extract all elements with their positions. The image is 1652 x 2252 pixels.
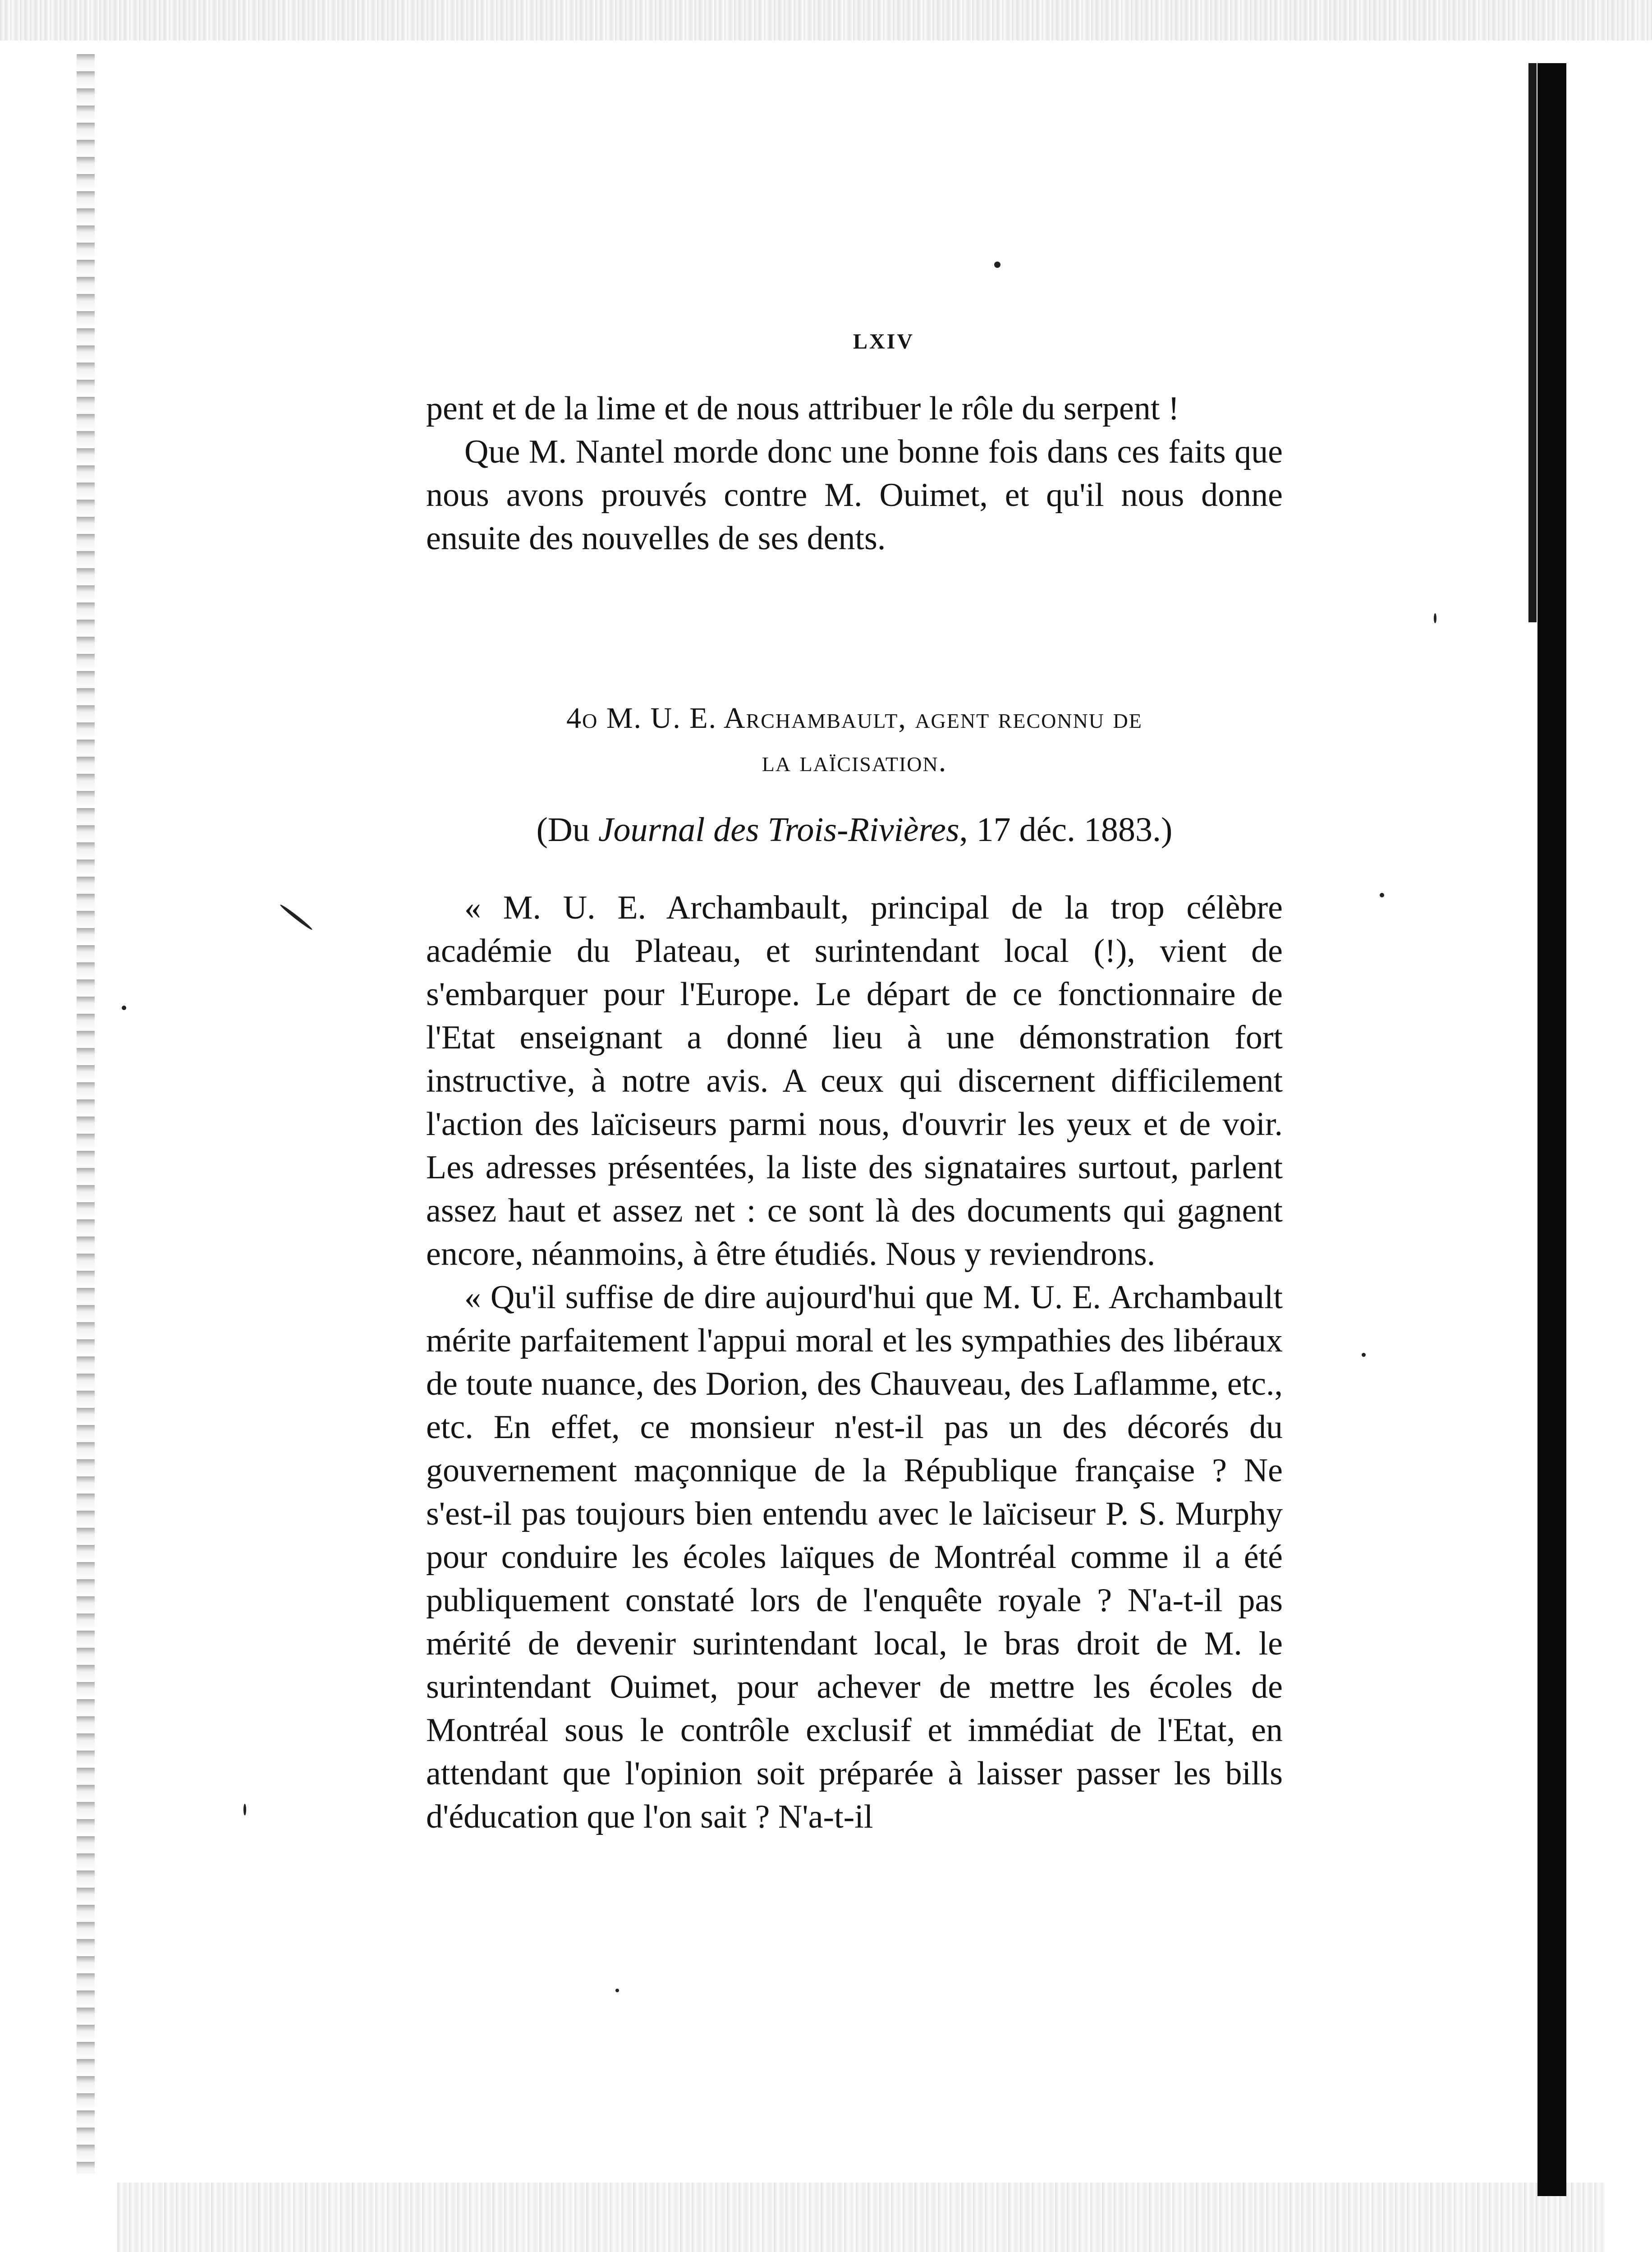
source-citation — [426, 807, 1283, 852]
body-text-block — [426, 886, 1283, 1838]
top-text-block — [426, 387, 1283, 560]
speck — [994, 262, 1000, 268]
source-prefix: (Du — [536, 811, 598, 849]
speck — [1380, 893, 1384, 897]
speck — [1434, 613, 1436, 623]
speck — [1362, 1353, 1366, 1357]
paragraph: « M. U. E. Archambault, principal de la trop célèbre académie du Plateau, et surintendant local (!), vient de s'embarquer pour l'Europe. Le départ de ce fonctionnaire de l'Etat enseignant a donné lieu à une démonstration fort instructive, à notre avis. A ceux qui discernent difficilement l'action des laïciseurs parmi nous, d'ouvrir les yeux et de voir. Les adresses présentées, la liste des signataires surtout, parlent assez haut et assez net : ce sont là des documents qui gagnent encore, néanmoins, à être étudiés. Nous y reviendrons. — [426, 889, 1283, 1273]
source-journal: Journal des Trois-Rivières — [598, 811, 959, 849]
speck — [279, 903, 313, 931]
page-folio: LXIV — [853, 330, 915, 354]
source-suffix: , 17 déc. 1883.) — [959, 811, 1173, 849]
scan-left-noise — [77, 54, 95, 2174]
speck — [615, 1989, 619, 1992]
section-heading-line: 4o M. U. E. Archambault, agent reconnu de — [566, 702, 1143, 735]
book-spine-shadow — [1537, 63, 1566, 2196]
section-heading — [426, 697, 1283, 783]
scan-top-noise — [0, 0, 1652, 41]
scan-bottom-noise — [117, 2183, 1605, 2252]
section-heading-line: la laïcisation. — [762, 745, 947, 778]
speck — [243, 1804, 246, 1815]
paragraph: « Qu'il suffise de dire aujourd'hui que M. U. E. Archambault mérite parfaitement l'appui moral et les sympathies des libéraux de toute nuance, des Dorion, des Chauveau, des Laflamme, etc., etc. En effet, ce monsieur n'est-il pas un des décorés du gouvernement maçonnique de la République française ? Ne s'est-il pas toujours bien entendu avec le laïciseur P. S. Murphy pour conduire les écoles laïques de Montréal comme il a été publiquement constaté lors de l'enquête royale ? N'a-t-il pas mérité de devenir surintendant local, le bras droit de M. le surintendant Ouimet, pour achever de mettre les écoles de Montréal sous le contrôle exclusif et immédiat de l'Etat, en attendant que l'opinion soit préparée à laisser passer les bills d'éducation que l'on sait ? N'a-t-il — [426, 1279, 1283, 1835]
speck — [122, 1006, 126, 1010]
book-spine-edge — [1528, 63, 1537, 622]
paragraph: pent et de la lime et de nous attribuer le rôle du serpent ! — [426, 390, 1179, 427]
paragraph: Que M. Nantel morde donc une bonne fois dans ces faits que nous avons prouvés contre M. Ouimet, et qu'il nous donne ensuite des nouvelles de ses dents. — [426, 433, 1283, 557]
